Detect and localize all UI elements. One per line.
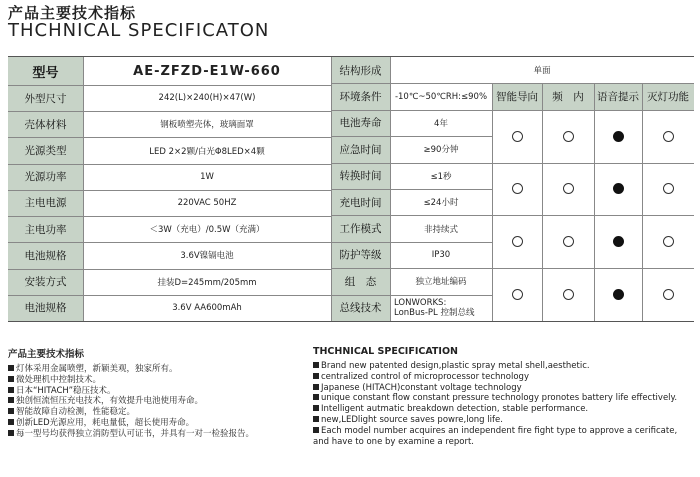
open-circle-icon (663, 131, 674, 142)
row-divider (8, 216, 331, 217)
cn-spec-item (8, 407, 338, 418)
page-title-cn: 产品主要技术指标 (8, 4, 137, 22)
square-bullet-icon (313, 405, 319, 411)
cn-spec-item (8, 396, 338, 407)
feature-indicator-cell (642, 215, 694, 268)
feature-indicator-cell (594, 163, 642, 216)
row-divider (331, 242, 492, 243)
row-divider (331, 268, 694, 269)
feature-indicator-cell (542, 110, 594, 163)
square-bullet-icon (8, 365, 14, 371)
en-spec-text: Each model number acquires an independent fire fight type to approve a cerificate, (321, 425, 678, 436)
row-divider (8, 269, 331, 270)
square-bullet-icon (8, 408, 14, 414)
cn-spec-item (8, 364, 338, 375)
right-spec-label: 防护等级 (331, 242, 390, 268)
cn-spec-list (8, 364, 338, 440)
left-spec-label: 安装方式 (8, 269, 83, 295)
feature-header: 智能导向 (492, 83, 542, 109)
feature-header: 灭灯功能 (642, 83, 694, 109)
right-spec-label: 结构形成 (331, 57, 390, 83)
square-bullet-icon (8, 430, 14, 436)
row-divider (331, 295, 492, 296)
row-divider (331, 83, 694, 84)
feature-indicator-cell (492, 215, 542, 268)
column-divider (642, 83, 643, 321)
en-spec-section (313, 346, 698, 447)
right-spec-value: 非持续式 (423, 224, 458, 235)
feature-indicator-cell (594, 110, 642, 163)
square-bullet-icon (8, 376, 14, 382)
square-bullet-icon (313, 394, 319, 400)
square-bullet-icon (313, 384, 319, 390)
left-spec-value: 220VAC 50HZ (177, 197, 237, 208)
right-spec-label: 应急时间 (331, 136, 390, 162)
en-spec-text: new,LEDlight source saves powre,long life. (321, 414, 503, 425)
en-spec-item (313, 361, 698, 372)
column-divider (492, 83, 493, 321)
row-divider (8, 164, 331, 165)
en-spec-text: and have to one by examine a report. (313, 436, 474, 447)
row-divider (8, 190, 331, 191)
right-spec-label: 环境条件 (331, 83, 390, 109)
en-spec-item (313, 372, 698, 383)
cn-spec-text: 智能故障自动检测，性能稳定。 (16, 407, 136, 418)
open-circle-icon (563, 236, 574, 247)
en-spec-text: centralized control of microprocessor technology (321, 371, 529, 382)
right-spec-value: 独立地址编码 (415, 277, 467, 288)
left-spec-label: 光源功率 (8, 164, 83, 190)
feature-header: 语音提示 (594, 83, 642, 109)
square-bullet-icon (313, 362, 319, 368)
column-divider (594, 83, 595, 321)
en-spec-item-continued (313, 437, 698, 448)
en-spec-item (313, 426, 698, 437)
cn-section-title: 产品主要技术指标 (8, 349, 85, 360)
left-spec-value: 242(L)×240(H)×47(W) (158, 93, 256, 104)
open-circle-icon (512, 131, 523, 142)
left-spec-label: 光源类型 (8, 137, 83, 163)
left-spec-value: 3.6V AA600mAh (172, 302, 242, 313)
right-spec-value: 4年 (434, 118, 448, 129)
bus-tech-text (394, 298, 474, 318)
square-bullet-icon (313, 416, 319, 422)
right-spec-value: IP30 (431, 249, 451, 260)
cn-spec-item (8, 429, 338, 440)
row-divider (331, 215, 694, 216)
left-spec-label: 主电电源 (8, 190, 83, 216)
left-spec-label: 主电功率 (8, 216, 83, 242)
left-spec-value: ＜3W（充电）/0.5W（充满） (149, 225, 265, 236)
en-spec-text: unique constant flow constant pressure technology pronotes battery life effectively. (321, 393, 678, 404)
model-label: 型号 (8, 57, 83, 85)
right-spec-label: 转换时间 (331, 163, 390, 189)
left-spec-label: 电池规格 (8, 242, 83, 268)
cn-spec-section (8, 346, 338, 440)
square-bullet-icon (313, 373, 319, 379)
filled-circle-icon (613, 289, 624, 300)
right-spec-value: ≤1秒 (430, 171, 452, 182)
right-spec-value: ≤24小时 (423, 198, 459, 209)
row-divider (331, 136, 492, 137)
square-bullet-icon (8, 387, 14, 393)
row-divider (331, 110, 694, 111)
left-spec-label: 电池规格 (8, 295, 83, 321)
en-spec-item (313, 415, 698, 426)
model-value: AE-ZFZD-E1W-660 (133, 63, 281, 79)
cn-spec-text: 灯体采用金属喷塑，新颖美观，独家所有。 (16, 364, 178, 374)
left-spec-value: 1W (200, 171, 214, 182)
open-circle-icon (663, 183, 674, 194)
square-bullet-icon (313, 427, 319, 433)
open-circle-icon (512, 236, 523, 247)
spec-table (8, 56, 694, 322)
open-circle-icon (663, 236, 674, 247)
feature-indicator-cell (642, 110, 694, 163)
row-divider (331, 163, 694, 164)
row-divider (8, 242, 331, 243)
left-spec-value: 钢板喷塑壳体，玻璃面罩 (160, 120, 254, 131)
right-spec-label: 充电时间 (331, 189, 390, 215)
open-circle-icon (663, 289, 674, 300)
right-spec-value: ≥90分钟 (423, 145, 459, 156)
en-spec-item (313, 383, 698, 394)
row-divider (331, 189, 492, 190)
en-spec-text: Intelligent autmatic breakdown detection, stable performance. (321, 404, 589, 415)
cn-spec-text: 微处理机中控制技术。 (16, 374, 102, 385)
feature-indicator-cell (594, 268, 642, 321)
cn-spec-item (8, 386, 338, 397)
cn-spec-text: 每一型号均获得独立消防型认可证书，并具有一对一检验报告。 (16, 428, 255, 439)
en-spec-item (313, 393, 698, 404)
feature-indicator-cell (542, 163, 594, 216)
open-circle-icon (563, 131, 574, 142)
left-spec-label: 壳体材料 (8, 111, 83, 137)
left-spec-value: 3.6V镍镉电池 (180, 251, 234, 262)
row-divider (8, 137, 331, 138)
cn-spec-item (8, 418, 338, 429)
feature-indicator-cell (542, 215, 594, 268)
cn-spec-text: 独创恒流恒压充电技术，有效提升电池使用寿命。 (16, 396, 204, 407)
right-spec-label: 工作模式 (331, 215, 390, 241)
row-divider (8, 85, 331, 86)
right-spec-value: -10℃~50℃RH:≤90% (394, 91, 488, 102)
right-spec-label: 电池寿命 (331, 110, 390, 136)
feature-header: 频 内 (542, 83, 594, 109)
feature-indicator-cell (492, 268, 542, 321)
right-spec-label: 组 态 (331, 268, 390, 294)
open-circle-icon (563, 183, 574, 194)
row-divider (8, 295, 331, 296)
bus-tech-line-1: LONWORKS: (394, 297, 447, 308)
column-divider (331, 57, 332, 321)
en-spec-item (313, 404, 698, 415)
cn-spec-text: 日本“HITACH”稳压技术。 (16, 385, 116, 396)
filled-circle-icon (613, 183, 624, 194)
open-circle-icon (563, 289, 574, 300)
left-spec-value: 挂装D=245mm/205mm (157, 277, 257, 288)
row-divider (8, 111, 331, 112)
column-divider (83, 57, 84, 321)
feature-indicator-cell (492, 163, 542, 216)
filled-circle-icon (613, 131, 624, 142)
filled-circle-icon (613, 236, 624, 247)
feature-indicator-cell (594, 215, 642, 268)
feature-indicator-cell (492, 110, 542, 163)
left-spec-label: 外型尺寸 (8, 85, 83, 111)
feature-indicator-cell (642, 268, 694, 321)
column-divider (542, 83, 543, 321)
square-bullet-icon (8, 397, 14, 403)
left-spec-value: LED 2×2颗/白光Φ8LED×4颗 (149, 146, 265, 157)
square-bullet-icon (8, 419, 14, 425)
en-spec-text: Japanese (HITACH)constant voltage technology (321, 382, 522, 393)
feature-indicator-cell (642, 163, 694, 216)
cn-spec-item (8, 375, 338, 386)
open-circle-icon (512, 289, 523, 300)
bus-tech-line-2: LonBus-PL 控制总线 (394, 307, 475, 318)
right-spec-label: 总线技术 (331, 295, 390, 321)
en-spec-text: Brand new patented design,plastic spray metal shell,aesthetic. (321, 361, 590, 371)
page-title-en: THCHNICAL SPECIFICATON (8, 20, 270, 41)
structure-value: 单面 (533, 66, 551, 77)
open-circle-icon (512, 183, 523, 194)
bus-tech-value (390, 295, 492, 321)
column-divider (390, 57, 391, 321)
en-spec-list (313, 361, 698, 447)
cn-spec-text: 创新LED光源应用，耗电量低，超长使用寿命。 (16, 417, 195, 428)
en-section-title: THCHNICAL SPECIFICATION (313, 346, 458, 357)
feature-indicator-cell (542, 268, 594, 321)
